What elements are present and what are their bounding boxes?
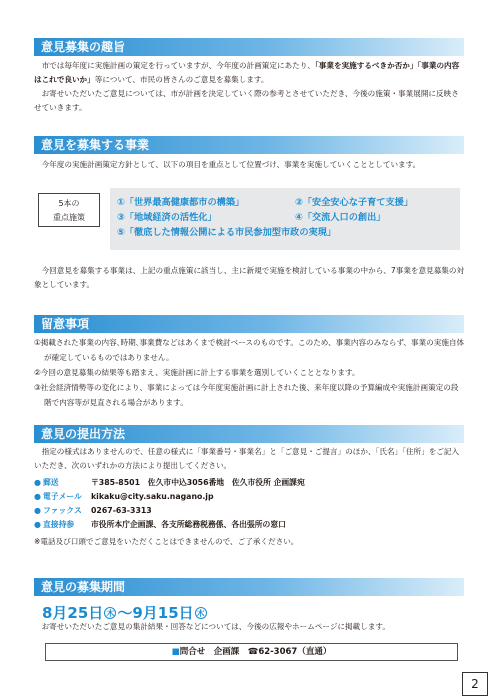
method-intro: 指定の様式はありませんので、任意の様式に「事業番号・事業名」と「ご意見・ご提言」のほか、「氏名」「住所」をご記入いただき、次のいずれかの方法により提出してください。 bbox=[34, 447, 460, 470]
square-icon: ■ bbox=[171, 647, 180, 657]
period-body: お寄せいただいたご意見の集計結果・回答などについては、今後の広報やホームページに掲載します。 bbox=[41, 622, 390, 631]
phone-number: 62-3067（直通） bbox=[258, 647, 332, 657]
focus-policies-label: 5本の 重点施策 bbox=[38, 193, 100, 227]
method-row-mail: ● 郵送 〒385-8501 佐久市中込3056番地 佐久市役所 企画課宛 bbox=[34, 477, 305, 487]
section-header-notes: 留意事項 bbox=[34, 315, 464, 333]
bullet-icon: ● bbox=[34, 519, 41, 529]
method-row-direct: ● 直接持参 市役所本庁企画課、各支所総務税務係、各出張所の窓口 bbox=[34, 519, 286, 529]
notes-list bbox=[34, 335, 466, 410]
section-header-method: 意見の提出方法 bbox=[34, 425, 464, 443]
focus-item: ②「安全安心な子育て支援」 bbox=[295, 197, 414, 208]
phone-icon: ☎ bbox=[247, 647, 259, 657]
page-number: 2 bbox=[462, 672, 488, 696]
focus-policies-box bbox=[110, 188, 460, 250]
list-item: ②今回の意見募集の結果等も踏まえ、実施計画に計上する事業を選別していくこととなります。 bbox=[34, 368, 360, 377]
bullet-icon: ● bbox=[34, 491, 41, 501]
inquiry-box: ■問合せ 企画課 ☎62-3067（直通） bbox=[45, 643, 458, 661]
section-header-period: 意見の募集期間 bbox=[34, 578, 464, 596]
period-dates: 8月25日 木 ～9月15日 木 bbox=[42, 604, 205, 622]
projects-intro: 今年度の実施計画策定方針として、以下の項目を重点として位置づけ、事業を実施していくこととしています。 bbox=[41, 160, 421, 169]
focus-item: ④「交流人口の創出」 bbox=[295, 212, 386, 223]
purpose-text bbox=[34, 59, 466, 115]
purpose-paragraph-1: 市では毎年度に実施計画の策定を行っていますが、今年度の計画策定にあたり、「事業を実施するべきか否か」「事業の内容はこれで良いか」等について、市民の皆さんのご意見を募集します。 bbox=[34, 61, 460, 84]
email-link[interactable]: kikaku@city.saku.nagano.jp bbox=[91, 491, 214, 501]
focus-item: ①「世界最高健康都市の構築」 bbox=[117, 197, 245, 208]
method-body bbox=[34, 445, 466, 550]
method-note: ※電話及び口頭でご意見をいただくことはできませんので、ご了承ください。 bbox=[34, 537, 299, 546]
method-row-fax: ● ファックス 0267-63-3313 bbox=[34, 505, 152, 515]
focus-item: ③「地域経済の活性化」 bbox=[117, 212, 217, 223]
focus-item: ⑤「徹底した情報公開による市民参加型市政の実現」 bbox=[117, 227, 337, 238]
purpose-paragraph-2: お寄せいただいたご意見については、市が計画を決定していく際の参考とさせていただき、今後の施策・事業展開に反映させていきます。 bbox=[34, 89, 459, 112]
projects-body: 今回意見を募集する事業は、上記の重点施策に該当し、主に新規で実施を検討している事業の中から、7事業を意見募集の対象としています。 bbox=[34, 266, 465, 289]
section-header-purpose: 意見募集の趣旨 bbox=[34, 38, 464, 56]
bullet-icon: ● bbox=[34, 477, 41, 487]
bullet-icon: ● bbox=[34, 505, 41, 515]
section-header-projects: 意見を募集する事業 bbox=[34, 136, 464, 154]
method-row-email: ● 電子メール kikaku@city.saku.nagano.jp bbox=[34, 491, 214, 501]
list-item: ③社会経済情勢等の変化により、事業によっては今年度実施計画に計上された後、来年度以降の予算編成や実施計画策定の段階で内容等が見直される場合があります。 bbox=[34, 383, 459, 407]
list-item: ①掲載された事業の内容､時期､事業費などはあくまで検討ベースのものです。このため、事業内容のみならず、事業の実施自体が確定しているものではありません。 bbox=[34, 338, 465, 362]
